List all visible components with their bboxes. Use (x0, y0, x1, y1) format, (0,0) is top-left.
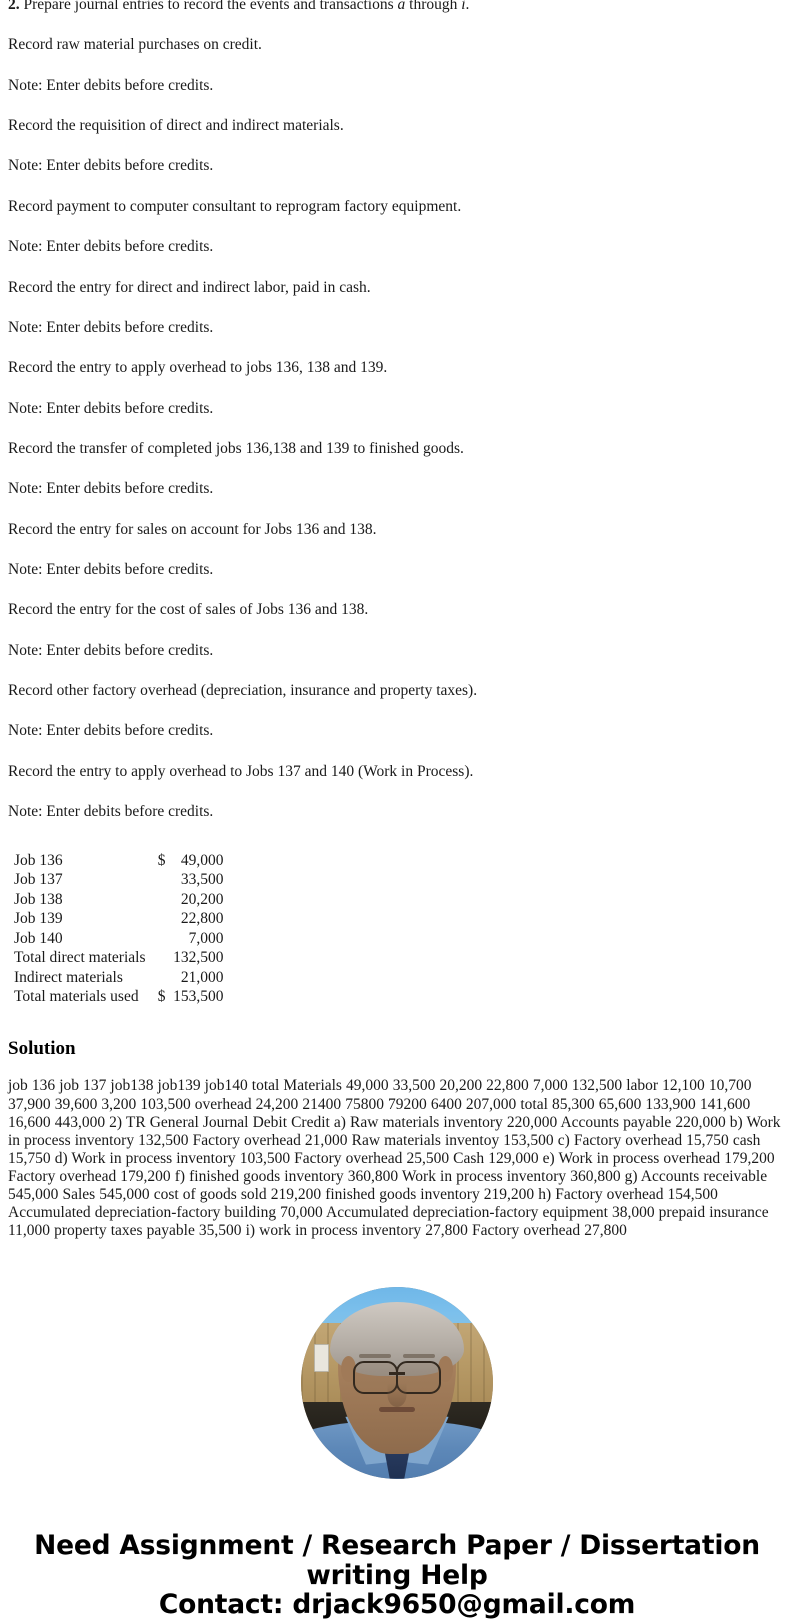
instruction-note: Note: Enter debits before credits. (8, 157, 214, 175)
row-label: Job 136 (14, 851, 63, 869)
materials-table-body (14, 851, 223, 1007)
instruction-note: Note: Enter debits before credits. (8, 238, 214, 256)
table-row (14, 870, 223, 890)
row-currency: $ (157, 988, 166, 1006)
instruction-number: 2. (8, 0, 20, 13)
row-label: Job 140 (14, 929, 63, 947)
instruction-line: Record other factory overhead (depreciation, insurance and property taxes). (8, 682, 478, 700)
solution-body: job 136 job 137 job138 job139 job140 total Materials 49,000 33,500 20,200 22,800 7,000 132,500 labor 12,100 10,700 37,900 39,600 3,200 103,500 overhead 24,200 21400 75800 79200 6400 207,000 total 85,300 65,600 133,900 141,600 16,600 443,000 2) TR General Journal Debit Credit a) Raw materials inventory 220,000 Accounts payable 220,000 b) Work in process inventory 132,500 Factory overhead 21,000 Raw materials inventoy 153,500 c) Factory overhead 15,750 cash 15,750 d) Work in process inventory 103,500 Factory overhead 25,500 Cash 129,000 e) Work in process overhead 179,200 Factory overhead 179,200 f) finished goods inventory 360,800 Work in process inventory 360,800 g) Accounts receivable 545,000 Sales 545,000 cost of goods sold 219,200 finished goods inventory 219,200 h) Factory overhead 154,500 Accumulated depreciation-factory building 70,000 Accumulated depreciation-factory equipment 38,000 prepaid insurance 11,000 property taxes payable 35,500 i) work in process inventory 27,800 Factory overhead 27,800 (8, 1077, 781, 1240)
instruction-line: Record the entry to apply overhead to jobs 136, 138 and 139. (8, 359, 388, 377)
row-label: Job 138 (14, 890, 63, 908)
row-currency (149, 909, 165, 929)
instruction-line (8, 0, 786, 13)
table-row (14, 851, 223, 871)
row-label: Indirect materials (14, 968, 123, 986)
instruction-list (8, 0, 786, 821)
row-amount: 20,200 (180, 890, 224, 908)
instruction-note: Note: Enter debits before credits. (8, 641, 214, 659)
row-amount: 49,000 (180, 851, 224, 869)
instruction-note: Note: Enter debits before credits. (8, 803, 214, 821)
row-label: Job 139 (14, 910, 63, 928)
instruction-text-mid: through (405, 0, 462, 13)
row-amount: 22,800 (180, 910, 224, 928)
row-label: Total materials used (14, 988, 139, 1006)
table-row (14, 987, 223, 1007)
avatar-container (8, 1287, 786, 1479)
row-currency (149, 870, 165, 890)
table-row (14, 948, 223, 968)
row-label: Total direct materials (14, 949, 146, 967)
instruction-italic-i: i (461, 0, 466, 13)
instruction-note: Note: Enter debits before credits. (8, 76, 214, 94)
row-amount: 132,500 (173, 949, 224, 967)
row-label: Job 137 (14, 871, 63, 889)
promo-line-1: Need Assignment / Research Paper / Dissertation (34, 1529, 760, 1561)
instruction-line: Record the transfer of completed jobs 136,138 and 139 to finished goods. (8, 439, 464, 457)
avatar-mouth (379, 1407, 415, 1412)
promo-contact-line: Contact: drjack9650@gmail.com (158, 1589, 636, 1620)
table-row (14, 909, 223, 929)
instruction-line: Record raw material purchases on credit. (8, 36, 262, 54)
avatar-eyeglass-bridge (389, 1372, 405, 1375)
row-currency (149, 948, 165, 968)
row-currency: $ (157, 851, 166, 869)
row-amount: 33,500 (180, 871, 224, 889)
row-currency (149, 890, 165, 910)
instruction-text-after: . (465, 0, 470, 13)
instruction-note: Note: Enter debits before credits. (8, 722, 214, 740)
avatar (301, 1287, 493, 1479)
instruction-note: Note: Enter debits before credits. (8, 318, 214, 336)
instruction-note: Note: Enter debits before credits. (8, 399, 214, 417)
row-amount: 7,000 (188, 929, 224, 947)
row-amount: 21,000 (180, 968, 224, 986)
instruction-line: Record the entry for the cost of sales of Jobs 136 and 138. (8, 601, 369, 619)
instruction-line: Record the entry to apply overhead to Jobs 137 and 140 (Work in Process). (8, 762, 474, 780)
solution-heading: Solution (8, 1037, 76, 1059)
instruction-italic-a: a (397, 0, 406, 13)
instruction-text-before: Prepare journal entries to record the events and transactions (19, 0, 398, 13)
avatar-wall-switch (314, 1344, 329, 1372)
promo-line-2: writing Help (306, 1559, 488, 1591)
row-currency (149, 929, 165, 949)
instruction-line: Record the requisition of direct and indirect materials. (8, 117, 344, 135)
avatar-nose (388, 1383, 407, 1407)
promo-block (8, 1531, 786, 1620)
table-row (14, 890, 223, 910)
instruction-line: Record payment to computer consultant to reprogram factory equipment. (8, 197, 462, 215)
row-amount: 153,500 (173, 988, 224, 1006)
row-currency (149, 968, 165, 988)
instruction-note: Note: Enter debits before credits. (8, 480, 214, 498)
materials-summary-table (14, 851, 223, 1007)
instruction-line: Record the entry for sales on account for Jobs 136 and 138. (8, 520, 377, 538)
avatar-eyebrow-left (359, 1354, 391, 1358)
avatar-eyebrow-right (403, 1354, 435, 1358)
instruction-note: Note: Enter debits before credits. (8, 561, 214, 579)
table-row (14, 929, 223, 949)
instruction-line: Record the entry for direct and indirect labor, paid in cash. (8, 278, 371, 296)
table-row (14, 968, 223, 988)
